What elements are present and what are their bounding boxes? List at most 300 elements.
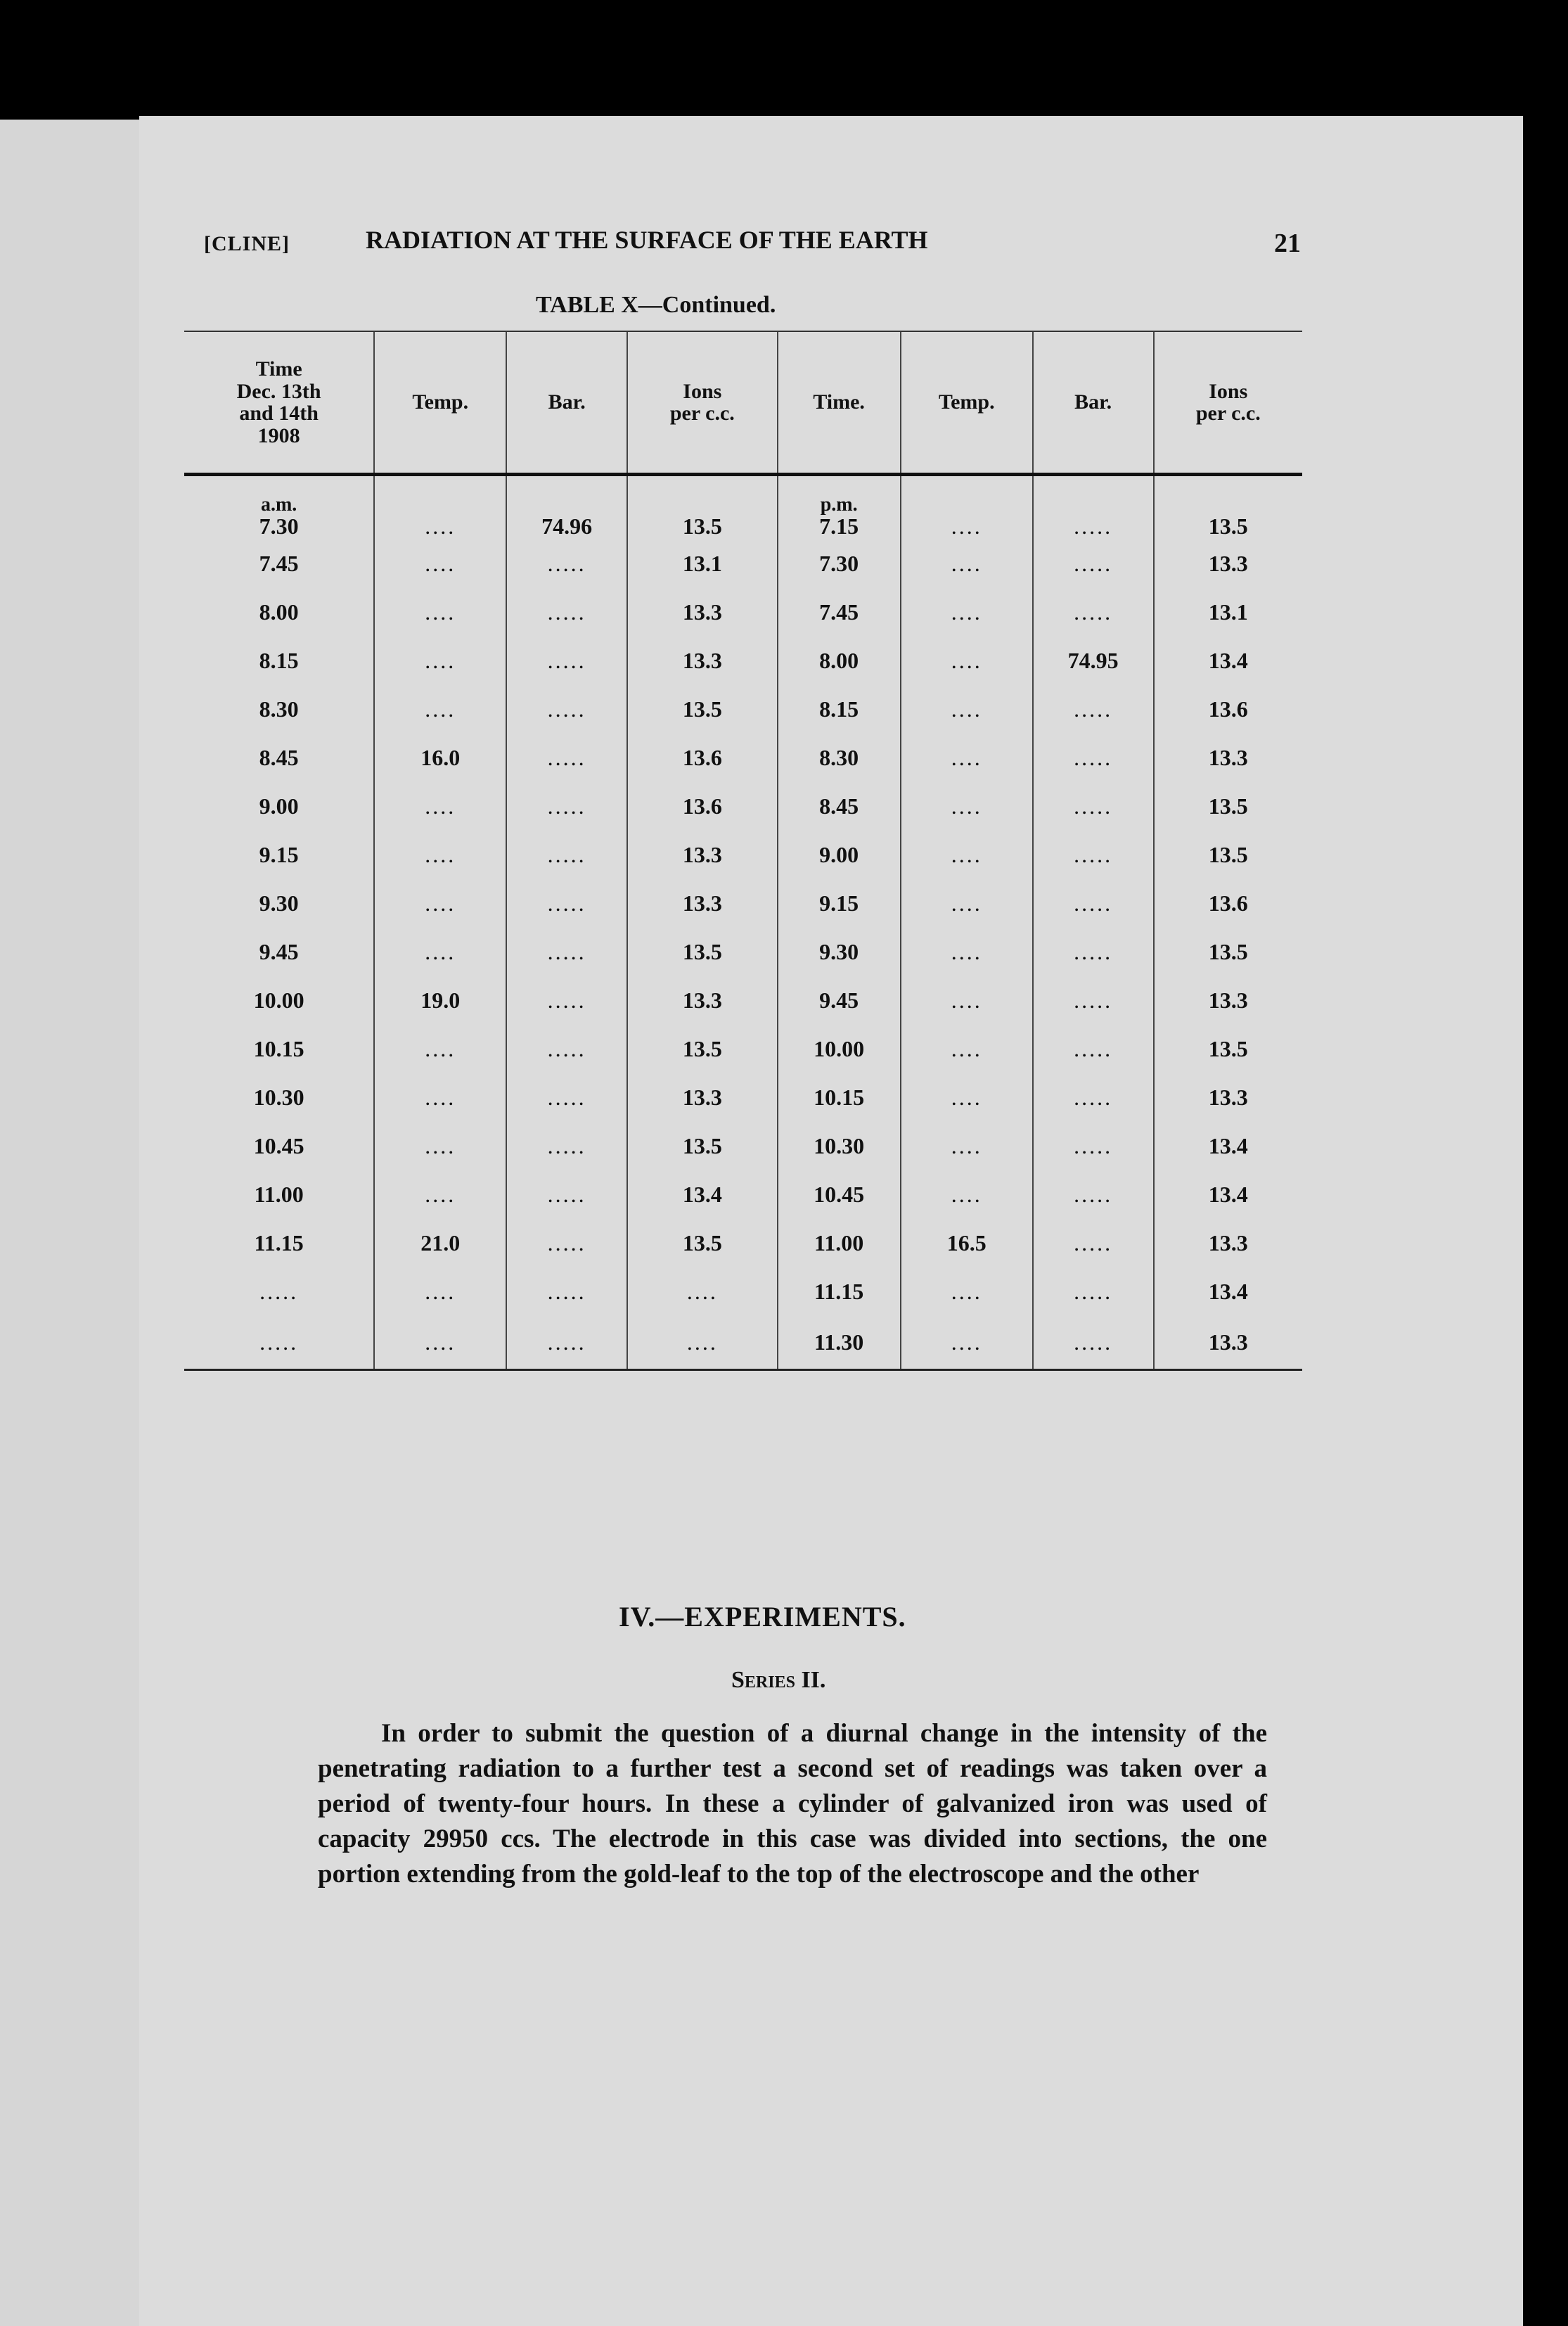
- column-header: [1154, 331, 1302, 475]
- cell-value: 7.45: [819, 599, 859, 625]
- column-header-line: Bar.: [1074, 390, 1112, 414]
- table-cell: [1154, 1073, 1302, 1122]
- table-cell: [901, 1267, 1033, 1316]
- cell-value: 13.6: [682, 793, 722, 819]
- cell-value: .....: [1074, 1085, 1113, 1110]
- table-cell: [1154, 685, 1302, 734]
- table-cell: [627, 879, 778, 928]
- cell-value: 13.5: [1208, 793, 1248, 819]
- table-cell: [506, 1316, 627, 1370]
- table-cell: [184, 879, 374, 928]
- table-cell: [1033, 539, 1154, 588]
- table-cell: [1033, 1170, 1154, 1219]
- table-cell: [901, 1025, 1033, 1073]
- table-cell: [778, 1219, 901, 1267]
- table-cell: [184, 1316, 374, 1370]
- running-title: RADIATION AT THE SURFACE OF THE EARTH: [366, 226, 928, 254]
- cell-value: 13.6: [682, 745, 722, 770]
- table-cell: [1033, 831, 1154, 879]
- cell-value: ....: [425, 1085, 456, 1110]
- cell-value: .....: [1074, 745, 1113, 770]
- table-row: [184, 831, 1302, 879]
- cell-value: 13.3: [1208, 551, 1248, 576]
- table-cell: [1154, 734, 1302, 782]
- cell-value: ....: [425, 793, 456, 819]
- cell-value: .....: [1074, 1230, 1113, 1255]
- column-header: [901, 331, 1033, 475]
- measurements-table: [184, 331, 1302, 1371]
- table-cell: [901, 1170, 1033, 1219]
- table-cell: [1154, 976, 1302, 1025]
- table-cell: [778, 475, 901, 540]
- cell-value: 8.15: [819, 696, 859, 722]
- cell-value: .....: [1074, 1182, 1113, 1207]
- cell-value: .....: [1074, 1329, 1113, 1355]
- table-cell: [778, 782, 901, 831]
- table-cell: [901, 1073, 1033, 1122]
- table-cell: [627, 1025, 778, 1073]
- cell-value: .....: [1074, 696, 1113, 722]
- table-cell: [778, 734, 901, 782]
- table-cell: [1033, 1219, 1154, 1267]
- column-header-line: and 14th: [239, 402, 319, 425]
- cell-value: ....: [951, 648, 982, 673]
- cell-value: 13.3: [682, 648, 722, 673]
- table-cell: [778, 976, 901, 1025]
- cell-value: ....: [425, 648, 456, 673]
- table-cell: [506, 588, 627, 637]
- cell-value: .....: [1074, 1133, 1113, 1158]
- author-tag: [CLINE]: [204, 232, 290, 255]
- cell-value: .....: [547, 1085, 586, 1110]
- cell-value: .....: [1074, 551, 1113, 576]
- cell-value: .....: [547, 842, 586, 867]
- cell-value: 11.00: [814, 1230, 864, 1255]
- cell-value: ....: [951, 1182, 982, 1207]
- cell-value: 21.0: [420, 1230, 461, 1255]
- table-cell: [184, 734, 374, 782]
- cell-value: ....: [425, 1182, 456, 1207]
- cell-value: 7.30: [819, 551, 859, 576]
- cell-value: .....: [1074, 1279, 1113, 1304]
- table-row: [184, 879, 1302, 928]
- table-row: [184, 976, 1302, 1025]
- cell-value: 9.15: [819, 890, 859, 916]
- table-cell: [184, 685, 374, 734]
- table-cell: [1033, 734, 1154, 782]
- cell-value: 7.15: [819, 513, 859, 539]
- column-header: [627, 331, 778, 475]
- cell-value: 13.3: [1208, 988, 1248, 1013]
- table-cell: [506, 734, 627, 782]
- table-cell: [1033, 637, 1154, 685]
- cell-value: 13.3: [682, 988, 722, 1013]
- cell-value: ....: [951, 842, 982, 867]
- table-row: [184, 1073, 1302, 1122]
- column-header: [506, 331, 627, 475]
- cell-value: ....: [425, 842, 456, 867]
- cell-value: ....: [951, 696, 982, 722]
- table-cell: [901, 685, 1033, 734]
- table-cell: [374, 1122, 506, 1170]
- table-cell: [506, 1122, 627, 1170]
- cell-value: ....: [425, 599, 456, 625]
- table-cell: [778, 1267, 901, 1316]
- table-row: [184, 637, 1302, 685]
- table-cell: [778, 1122, 901, 1170]
- table-cell: [1154, 1122, 1302, 1170]
- table-cell: [778, 928, 901, 976]
- table-cell: [184, 475, 374, 540]
- column-header-line: per c.c.: [1195, 402, 1261, 425]
- table-cell: [627, 1122, 778, 1170]
- table-cell: [506, 637, 627, 685]
- table-cell: [184, 1267, 374, 1316]
- table-cell: [901, 879, 1033, 928]
- table-cell: [374, 976, 506, 1025]
- cell-value: .....: [547, 551, 586, 576]
- table-cell: [374, 831, 506, 879]
- table-cell: [1154, 1170, 1302, 1219]
- table-cell: [901, 976, 1033, 1025]
- column-header: [184, 331, 374, 475]
- pm-label: p.m.: [820, 493, 858, 516]
- table-cell: [374, 1170, 506, 1219]
- table-cell: [374, 539, 506, 588]
- table-cell: [1033, 1025, 1154, 1073]
- cell-value: .....: [1074, 513, 1113, 539]
- table-cell: [184, 539, 374, 588]
- table-row: [184, 1025, 1302, 1073]
- cell-value: 11.30: [814, 1329, 864, 1355]
- column-header-line: Temp.: [412, 390, 469, 414]
- cell-value: ....: [951, 551, 982, 576]
- table-cell: [1033, 782, 1154, 831]
- cell-value: ....: [425, 939, 456, 964]
- cell-value: 74.95: [1067, 648, 1119, 673]
- cell-value: 11.00: [254, 1182, 304, 1207]
- table-cell: [901, 928, 1033, 976]
- cell-value: 8.15: [259, 648, 299, 673]
- table-cell: [627, 1267, 778, 1316]
- table-cell: [1154, 831, 1302, 879]
- table-cell: [506, 1267, 627, 1316]
- cell-value: 13.5: [1208, 939, 1248, 964]
- table-cell: [374, 1219, 506, 1267]
- table-row: [184, 782, 1302, 831]
- facing-page-edge: [0, 120, 141, 2326]
- cell-value: 13.4: [1208, 1182, 1248, 1207]
- cell-value: 13.3: [1208, 745, 1248, 770]
- table-cell: [506, 879, 627, 928]
- section-heading: IV.—EXPERIMENTS.: [619, 1601, 906, 1632]
- column-header: [374, 331, 506, 475]
- running-header: [204, 225, 1301, 267]
- cell-value: 13.4: [1208, 1133, 1248, 1158]
- table-cell: [1033, 928, 1154, 976]
- table-cell: [184, 1170, 374, 1219]
- body-paragraph: In order to submit the question of a diurnal change in the intensity of the penetrating radiation to a further test a second set of readings was taken over a period of twenty-four hours. In these a cylinder of galvanized iron was used of capacity 29950 ccs. The electrode in this case was divided into sections, the one portion extending from the gold-leaf to the top of the electroscope and the other: [318, 1719, 1267, 1889]
- table-cell: [1033, 1316, 1154, 1370]
- table-cell: [374, 475, 506, 540]
- table-cell: [184, 1025, 374, 1073]
- cell-value: .....: [547, 1133, 586, 1158]
- cell-value: .....: [1074, 599, 1113, 625]
- table-cell: [627, 1073, 778, 1122]
- table-cell: [627, 637, 778, 685]
- cell-value: ....: [951, 1085, 982, 1110]
- cell-value: 8.45: [259, 745, 299, 770]
- cell-value: .....: [259, 1329, 299, 1355]
- table-row: [184, 475, 1302, 540]
- table-header-row: [184, 331, 1302, 475]
- table-cell: [374, 782, 506, 831]
- table-row: [184, 928, 1302, 976]
- table-cell: [184, 928, 374, 976]
- table-cell: [374, 685, 506, 734]
- cell-value: 8.30: [259, 696, 299, 722]
- cell-value: 9.00: [819, 842, 859, 867]
- cell-value: ....: [686, 1279, 718, 1304]
- table-cell: [778, 1025, 901, 1073]
- table-cell: [184, 588, 374, 637]
- cell-value: 13.3: [1208, 1230, 1248, 1255]
- table-cell: [184, 637, 374, 685]
- table-cell: [778, 685, 901, 734]
- cell-value: 10.45: [253, 1133, 304, 1158]
- cell-value: .....: [259, 1279, 299, 1304]
- cell-value: 8.00: [819, 648, 859, 673]
- table-cell: [901, 539, 1033, 588]
- table-cell: [901, 588, 1033, 637]
- cell-value: .....: [547, 1182, 586, 1207]
- table-cell: [184, 1219, 374, 1267]
- table-cell: [778, 539, 901, 588]
- cell-value: 13.4: [1208, 648, 1248, 673]
- cell-value: 13.5: [1208, 1036, 1248, 1061]
- cell-value: 9.30: [259, 890, 299, 916]
- cell-value: 19.0: [420, 988, 461, 1013]
- table-cell: [374, 928, 506, 976]
- cell-value: 13.5: [682, 1133, 722, 1158]
- cell-value: ....: [951, 1329, 982, 1355]
- table-cell: [506, 475, 627, 540]
- cell-value: 8.00: [259, 599, 299, 625]
- table-cell: [1154, 1316, 1302, 1370]
- column-header-line: Time: [255, 357, 302, 381]
- cell-value: 13.3: [682, 842, 722, 867]
- table-cell: [374, 1073, 506, 1122]
- table-cell: [627, 1316, 778, 1370]
- cell-value: 8.30: [819, 745, 859, 770]
- table-row: [184, 685, 1302, 734]
- cell-value: ....: [686, 1329, 718, 1355]
- page-number: 21: [1274, 229, 1301, 258]
- cell-value: 11.15: [814, 1279, 864, 1304]
- cell-value: 13.5: [682, 1036, 722, 1061]
- table-cell: [627, 588, 778, 637]
- cell-value: .....: [1074, 1036, 1113, 1061]
- cell-value: ....: [425, 1036, 456, 1061]
- table-cell: [1154, 539, 1302, 588]
- series-heading: Series II.: [731, 1667, 826, 1693]
- column-header-line: Time.: [813, 390, 865, 414]
- cell-value: 9.30: [819, 939, 859, 964]
- cell-value: 8.45: [819, 793, 859, 819]
- table-cell: [1154, 588, 1302, 637]
- table-cell: [1033, 1073, 1154, 1122]
- cell-value: .....: [547, 890, 586, 916]
- cell-value: 16.5: [946, 1230, 987, 1255]
- table-cell: [901, 1122, 1033, 1170]
- am-label: a.m.: [260, 493, 297, 516]
- table-cell: [627, 734, 778, 782]
- cell-value: 13.6: [1208, 890, 1248, 916]
- table-cell: [1033, 1267, 1154, 1316]
- cell-value: .....: [1074, 793, 1113, 819]
- cell-value: .....: [547, 1329, 586, 1355]
- cell-value: .....: [547, 696, 586, 722]
- column-header-line: per c.c.: [669, 402, 735, 425]
- table-cell: [778, 1170, 901, 1219]
- table-cell: [901, 1219, 1033, 1267]
- cell-value: ....: [425, 1279, 456, 1304]
- table-cell: [1033, 588, 1154, 637]
- table-row: [184, 1170, 1302, 1219]
- cell-value: 9.45: [259, 939, 299, 964]
- table-cell: [901, 782, 1033, 831]
- table-cell: [627, 782, 778, 831]
- cell-value: 74.96: [541, 513, 593, 539]
- cell-value: .....: [547, 599, 586, 625]
- cell-value: 10.45: [814, 1182, 865, 1207]
- table-cell: [627, 1219, 778, 1267]
- table-cell: [506, 1219, 627, 1267]
- cell-value: ....: [951, 513, 982, 539]
- cell-value: ....: [951, 1036, 982, 1061]
- cell-value: ....: [951, 1279, 982, 1304]
- table-cell: [1033, 879, 1154, 928]
- table-cell: [627, 976, 778, 1025]
- cell-value: ....: [951, 599, 982, 625]
- column-header-line: Temp.: [938, 390, 995, 414]
- cell-value: 7.30: [259, 513, 299, 539]
- cell-value: 7.45: [259, 551, 299, 576]
- cell-value: 16.0: [420, 745, 461, 770]
- table-row: [184, 1219, 1302, 1267]
- table-cell: [506, 782, 627, 831]
- table-cell: [374, 734, 506, 782]
- table-cell: [1033, 685, 1154, 734]
- table-cell: [778, 879, 901, 928]
- table-cell: [184, 831, 374, 879]
- cell-value: 13.3: [682, 890, 722, 916]
- table-cell: [506, 1025, 627, 1073]
- table-row: [184, 539, 1302, 588]
- cell-value: 13.5: [682, 1230, 722, 1255]
- cell-value: 10.15: [814, 1085, 865, 1110]
- cell-value: .....: [547, 1279, 586, 1304]
- cell-value: 9.00: [259, 793, 299, 819]
- cell-value: .....: [1074, 939, 1113, 964]
- cell-value: 9.15: [259, 842, 299, 867]
- table-cell: [901, 734, 1033, 782]
- table-cell: [778, 637, 901, 685]
- table-cell: [1033, 1122, 1154, 1170]
- column-header-line: Ions: [1209, 379, 1248, 403]
- cell-value: ....: [425, 1133, 456, 1158]
- column-header: [1033, 331, 1154, 475]
- cell-value: .....: [547, 793, 586, 819]
- table-cell: [901, 475, 1033, 540]
- cell-value: .....: [547, 939, 586, 964]
- table-cell: [184, 782, 374, 831]
- table-cell: [374, 588, 506, 637]
- table-cell: [778, 831, 901, 879]
- table-body: [184, 475, 1302, 1370]
- cell-value: 10.15: [253, 1036, 304, 1061]
- column-header-line: Bar.: [548, 390, 586, 414]
- table-row: [184, 734, 1302, 782]
- table-cell: [1154, 637, 1302, 685]
- column-header: [778, 331, 901, 475]
- table-cell: [1154, 1219, 1302, 1267]
- cell-value: 13.1: [682, 551, 722, 576]
- table-cell: [778, 588, 901, 637]
- cell-value: ....: [951, 939, 982, 964]
- cell-value: ....: [951, 988, 982, 1013]
- cell-value: 10.30: [253, 1085, 304, 1110]
- table-cell: [1154, 928, 1302, 976]
- table-title: TABLE X—Continued.: [536, 292, 776, 318]
- cell-value: 13.5: [682, 696, 722, 722]
- table-cell: [374, 879, 506, 928]
- table-cell: [506, 1170, 627, 1219]
- table-cell: [506, 928, 627, 976]
- table-cell: [627, 685, 778, 734]
- table-cell: [1154, 475, 1302, 540]
- table-cell: [184, 1122, 374, 1170]
- table-row: [184, 1122, 1302, 1170]
- cell-value: 13.5: [1208, 842, 1248, 867]
- table-cell: [506, 831, 627, 879]
- table-cell: [374, 637, 506, 685]
- cell-value: 10.30: [814, 1133, 865, 1158]
- cell-value: 13.4: [1208, 1279, 1248, 1304]
- table-row: [184, 588, 1302, 637]
- table-cell: [506, 1073, 627, 1122]
- cell-value: ....: [425, 513, 456, 539]
- table-cell: [184, 976, 374, 1025]
- table-cell: [184, 1073, 374, 1122]
- cell-value: .....: [1074, 890, 1113, 916]
- cell-value: 13.3: [1208, 1085, 1248, 1110]
- cell-value: 13.4: [682, 1182, 722, 1207]
- cell-value: .....: [547, 1036, 586, 1061]
- table-row: [184, 1316, 1302, 1370]
- table-cell: [1154, 782, 1302, 831]
- cell-value: ....: [425, 1329, 456, 1355]
- table-cell: [901, 637, 1033, 685]
- table-cell: [901, 831, 1033, 879]
- column-header-line: Ions: [683, 379, 722, 403]
- table-cell: [1154, 879, 1302, 928]
- cell-value: ....: [951, 793, 982, 819]
- table-cell: [1033, 475, 1154, 540]
- cell-value: .....: [547, 1230, 586, 1255]
- column-header-line: Dec. 13th: [236, 379, 321, 403]
- cell-value: 9.45: [819, 988, 859, 1013]
